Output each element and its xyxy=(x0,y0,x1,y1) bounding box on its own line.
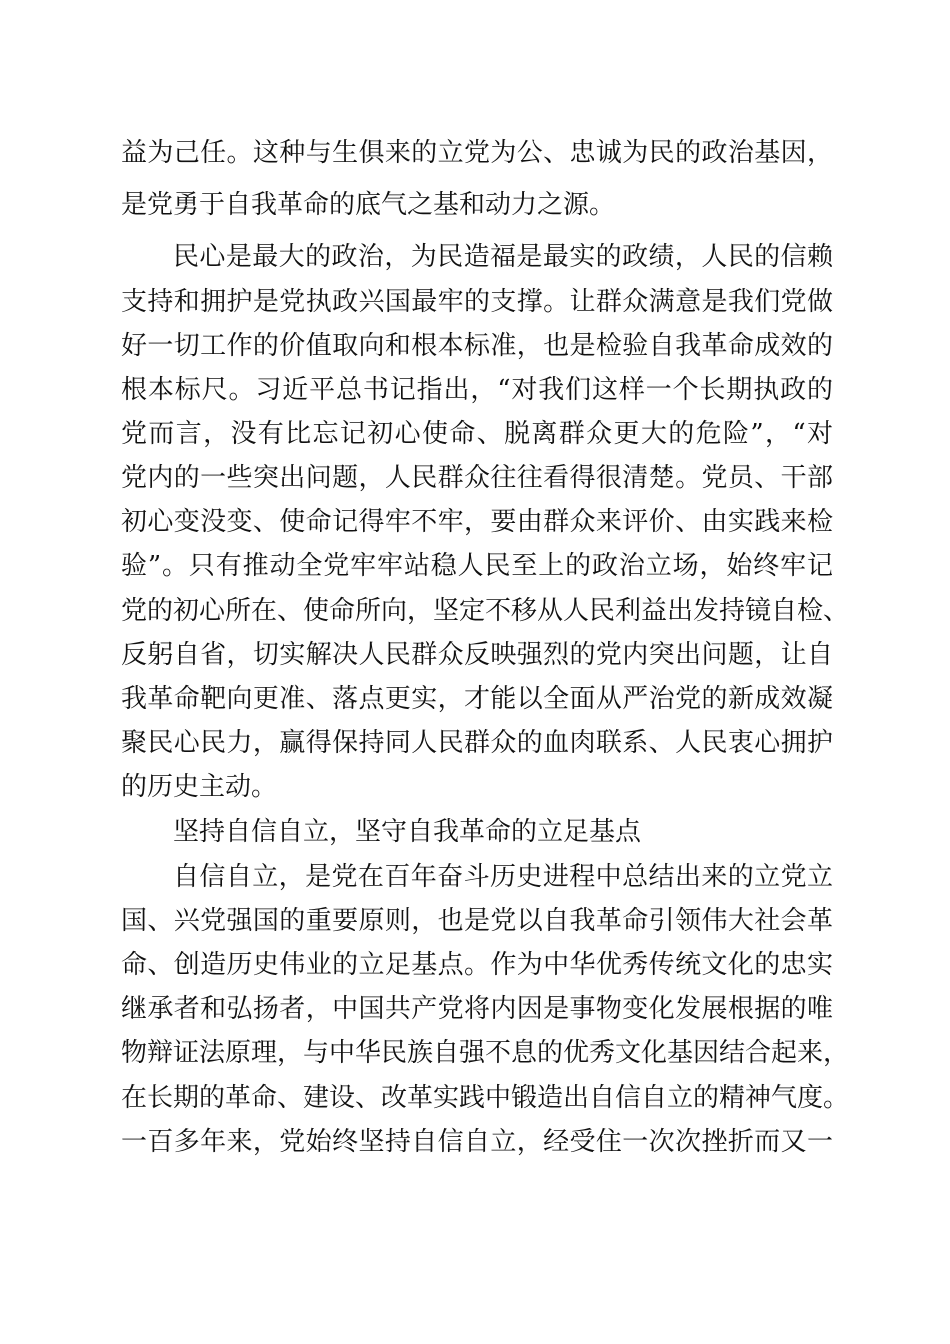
text-line: 初心变没变、使命记得牢不牢，要由群众来评价、由实践来检 xyxy=(121,507,833,537)
text-line: 国、兴党强国的重要原则，也是党以自我革命引领伟大社会革 xyxy=(121,906,833,936)
text-line: 聚民心民力，赢得保持同人民群众的血肉联系、人民衷心拥护 xyxy=(121,728,833,758)
text-line: 益为己任。这种与生俱来的立党为公、忠诚为民的政治基因， xyxy=(121,138,833,168)
text-line: 支持和拥护是党执政兴国最牢的支撑。让群众满意是我们党做 xyxy=(121,287,833,317)
text-line: 继承者和弘扬者，中国共产党将内因是事物变化发展根据的唯 xyxy=(121,994,833,1024)
text-line: 一百多年来，党始终坚持自信自立，经受住一次次挫折而又一 xyxy=(121,1127,833,1157)
text-line: 命、创造历史伟业的立足基点。作为中华优秀传统文化的忠实 xyxy=(121,950,833,980)
text-line: 根本标尺。习近平总书记指出，“对我们这样一个长期执政的 xyxy=(121,375,833,405)
text-line: 在长期的革命、建设、改革实践中锻造出自信自立的精神气度。 xyxy=(121,1083,850,1113)
text-line: 反躬自省，切实解决人民群众反映强烈的党内突出问题，让自 xyxy=(121,640,833,670)
text-line: 党而言，没有比忘记初心使命、脱离群众更大的危险”，“对 xyxy=(121,419,833,449)
paragraph-start-line: 民心是最大的政治，为民造福是最实的政绩，人民的信赖 xyxy=(173,242,833,272)
text-line: 好一切工作的价值取向和根本标准，也是检验自我革命成效的 xyxy=(121,331,833,361)
text-line: 党内的一些突出问题，人民群众往往看得很清楚。党员、干部 xyxy=(121,463,833,493)
text-line: 的历史主动。 xyxy=(121,772,278,802)
text-line: 我革命靶向更准、落点更实，才能以全面从严治党的新成效凝 xyxy=(121,684,833,714)
section-heading: 坚持自信自立，坚守自我革命的立足基点 xyxy=(173,817,642,847)
paragraph-start-line: 自信自立，是党在百年奋斗历史进程中总结出来的立党立 xyxy=(173,862,833,892)
text-line: 物辩证法原理，与中华民族自强不息的优秀文化基因结合起来， xyxy=(121,1038,850,1068)
text-line: 验”。只有推动全党牢牢站稳人民至上的政治立场，始终牢记 xyxy=(121,551,833,581)
text-line: 是党勇于自我革命的底气之基和动力之源。 xyxy=(121,190,616,220)
text-line: 党的初心所在、使命所向，坚定不移从人民利益出发持镜自检、 xyxy=(121,596,850,626)
